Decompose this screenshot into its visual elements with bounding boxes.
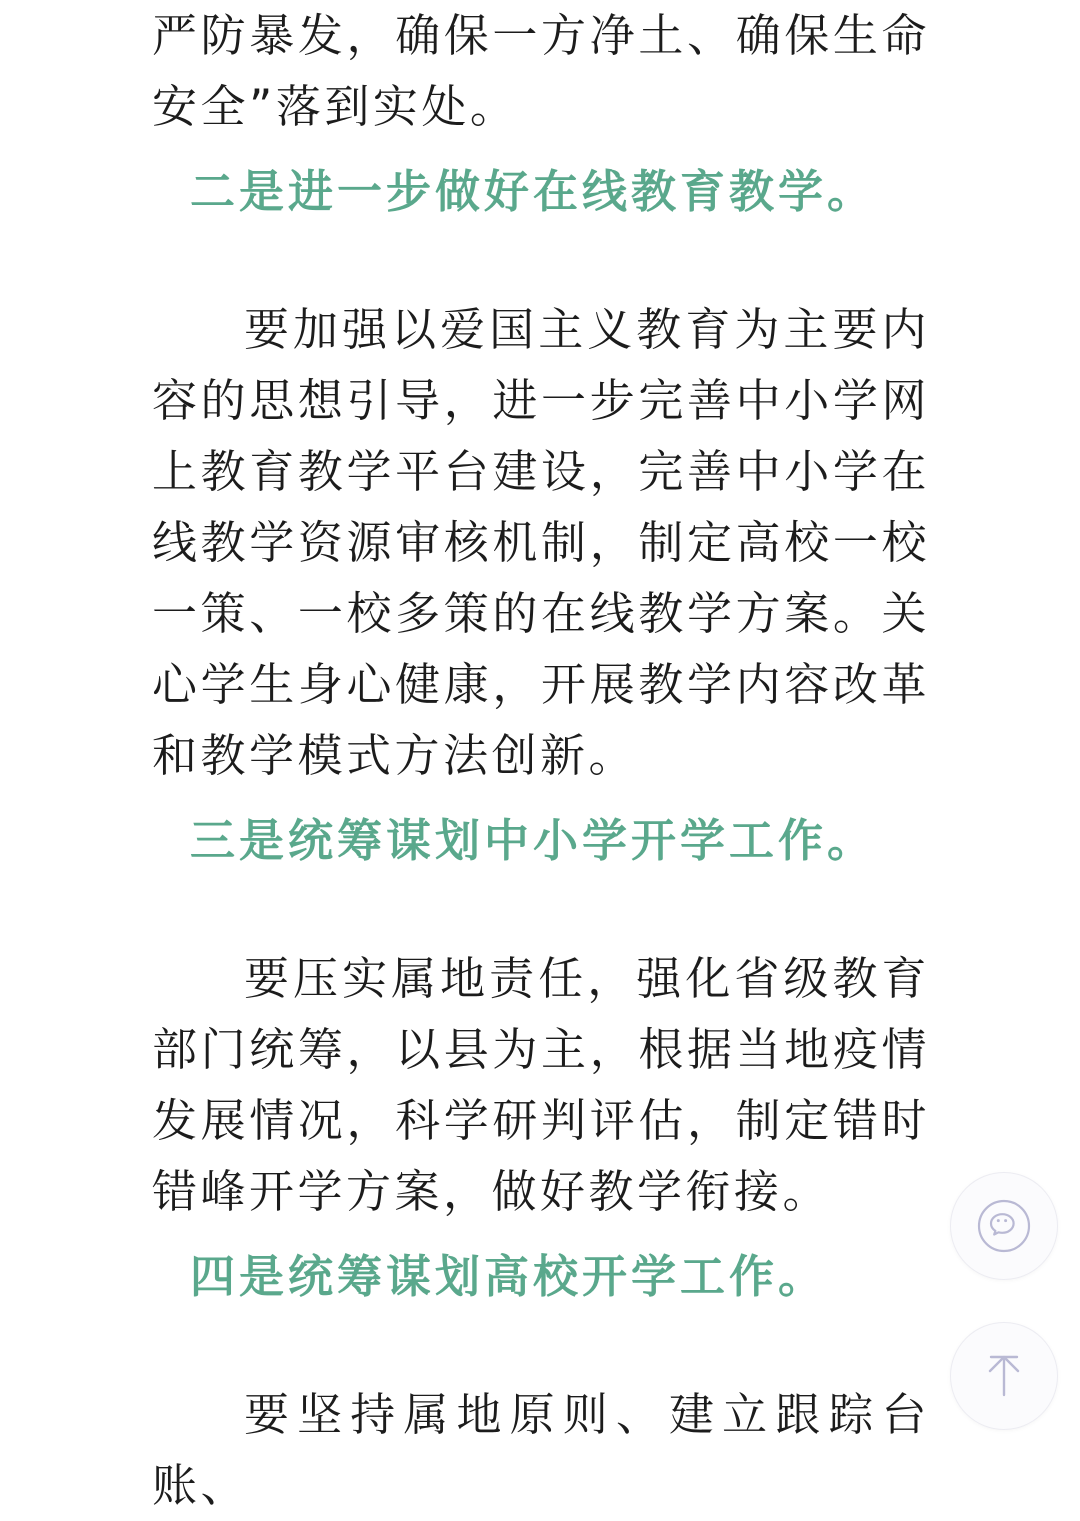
- arrow-up-icon: [975, 1347, 1033, 1405]
- section-heading-3: 三是统筹谋划中小学开学工作。: [190, 814, 877, 867]
- back-to-top-button[interactable]: [950, 1322, 1058, 1430]
- wechat-icon: [974, 1196, 1034, 1256]
- section-heading-2: 二是进一步做好在线教育教学。: [190, 165, 877, 218]
- paragraph-2: 要加强以爱国主义教育为主要内容的思想引导，进一步完善中小学网上教育教学平台建设，完善中小学在线教学资源审核机制，制定高校一校一策、一校多策的在线教学方案。关心学生身心健康，开展教学内容改革和教学模式方法创新。: [152, 303, 930, 782]
- paragraph-3: 要压实属地责任，强化省级教育部门统筹，以县为主，根据当地疫情发展情况，科学研判评估，制定错时错峰开学方案，做好教学衔接。: [152, 952, 930, 1218]
- spacer: [0, 791, 1080, 805]
- spacer: [0, 142, 1080, 156]
- wechat-share-button[interactable]: [950, 1172, 1058, 1280]
- spacer: [0, 228, 1080, 294]
- spacer: [0, 1227, 1080, 1241]
- spacer: [0, 1313, 1080, 1379]
- section-heading-4: 四是统筹谋划高校开学工作。: [190, 1250, 828, 1303]
- paragraph-4: 要坚持属地原则、建立跟踪台账、: [152, 1388, 930, 1512]
- spacer: [0, 877, 1080, 943]
- paragraph-continued: 严防暴发，确保一方净土、确保生命安全”落到实处。: [152, 9, 930, 133]
